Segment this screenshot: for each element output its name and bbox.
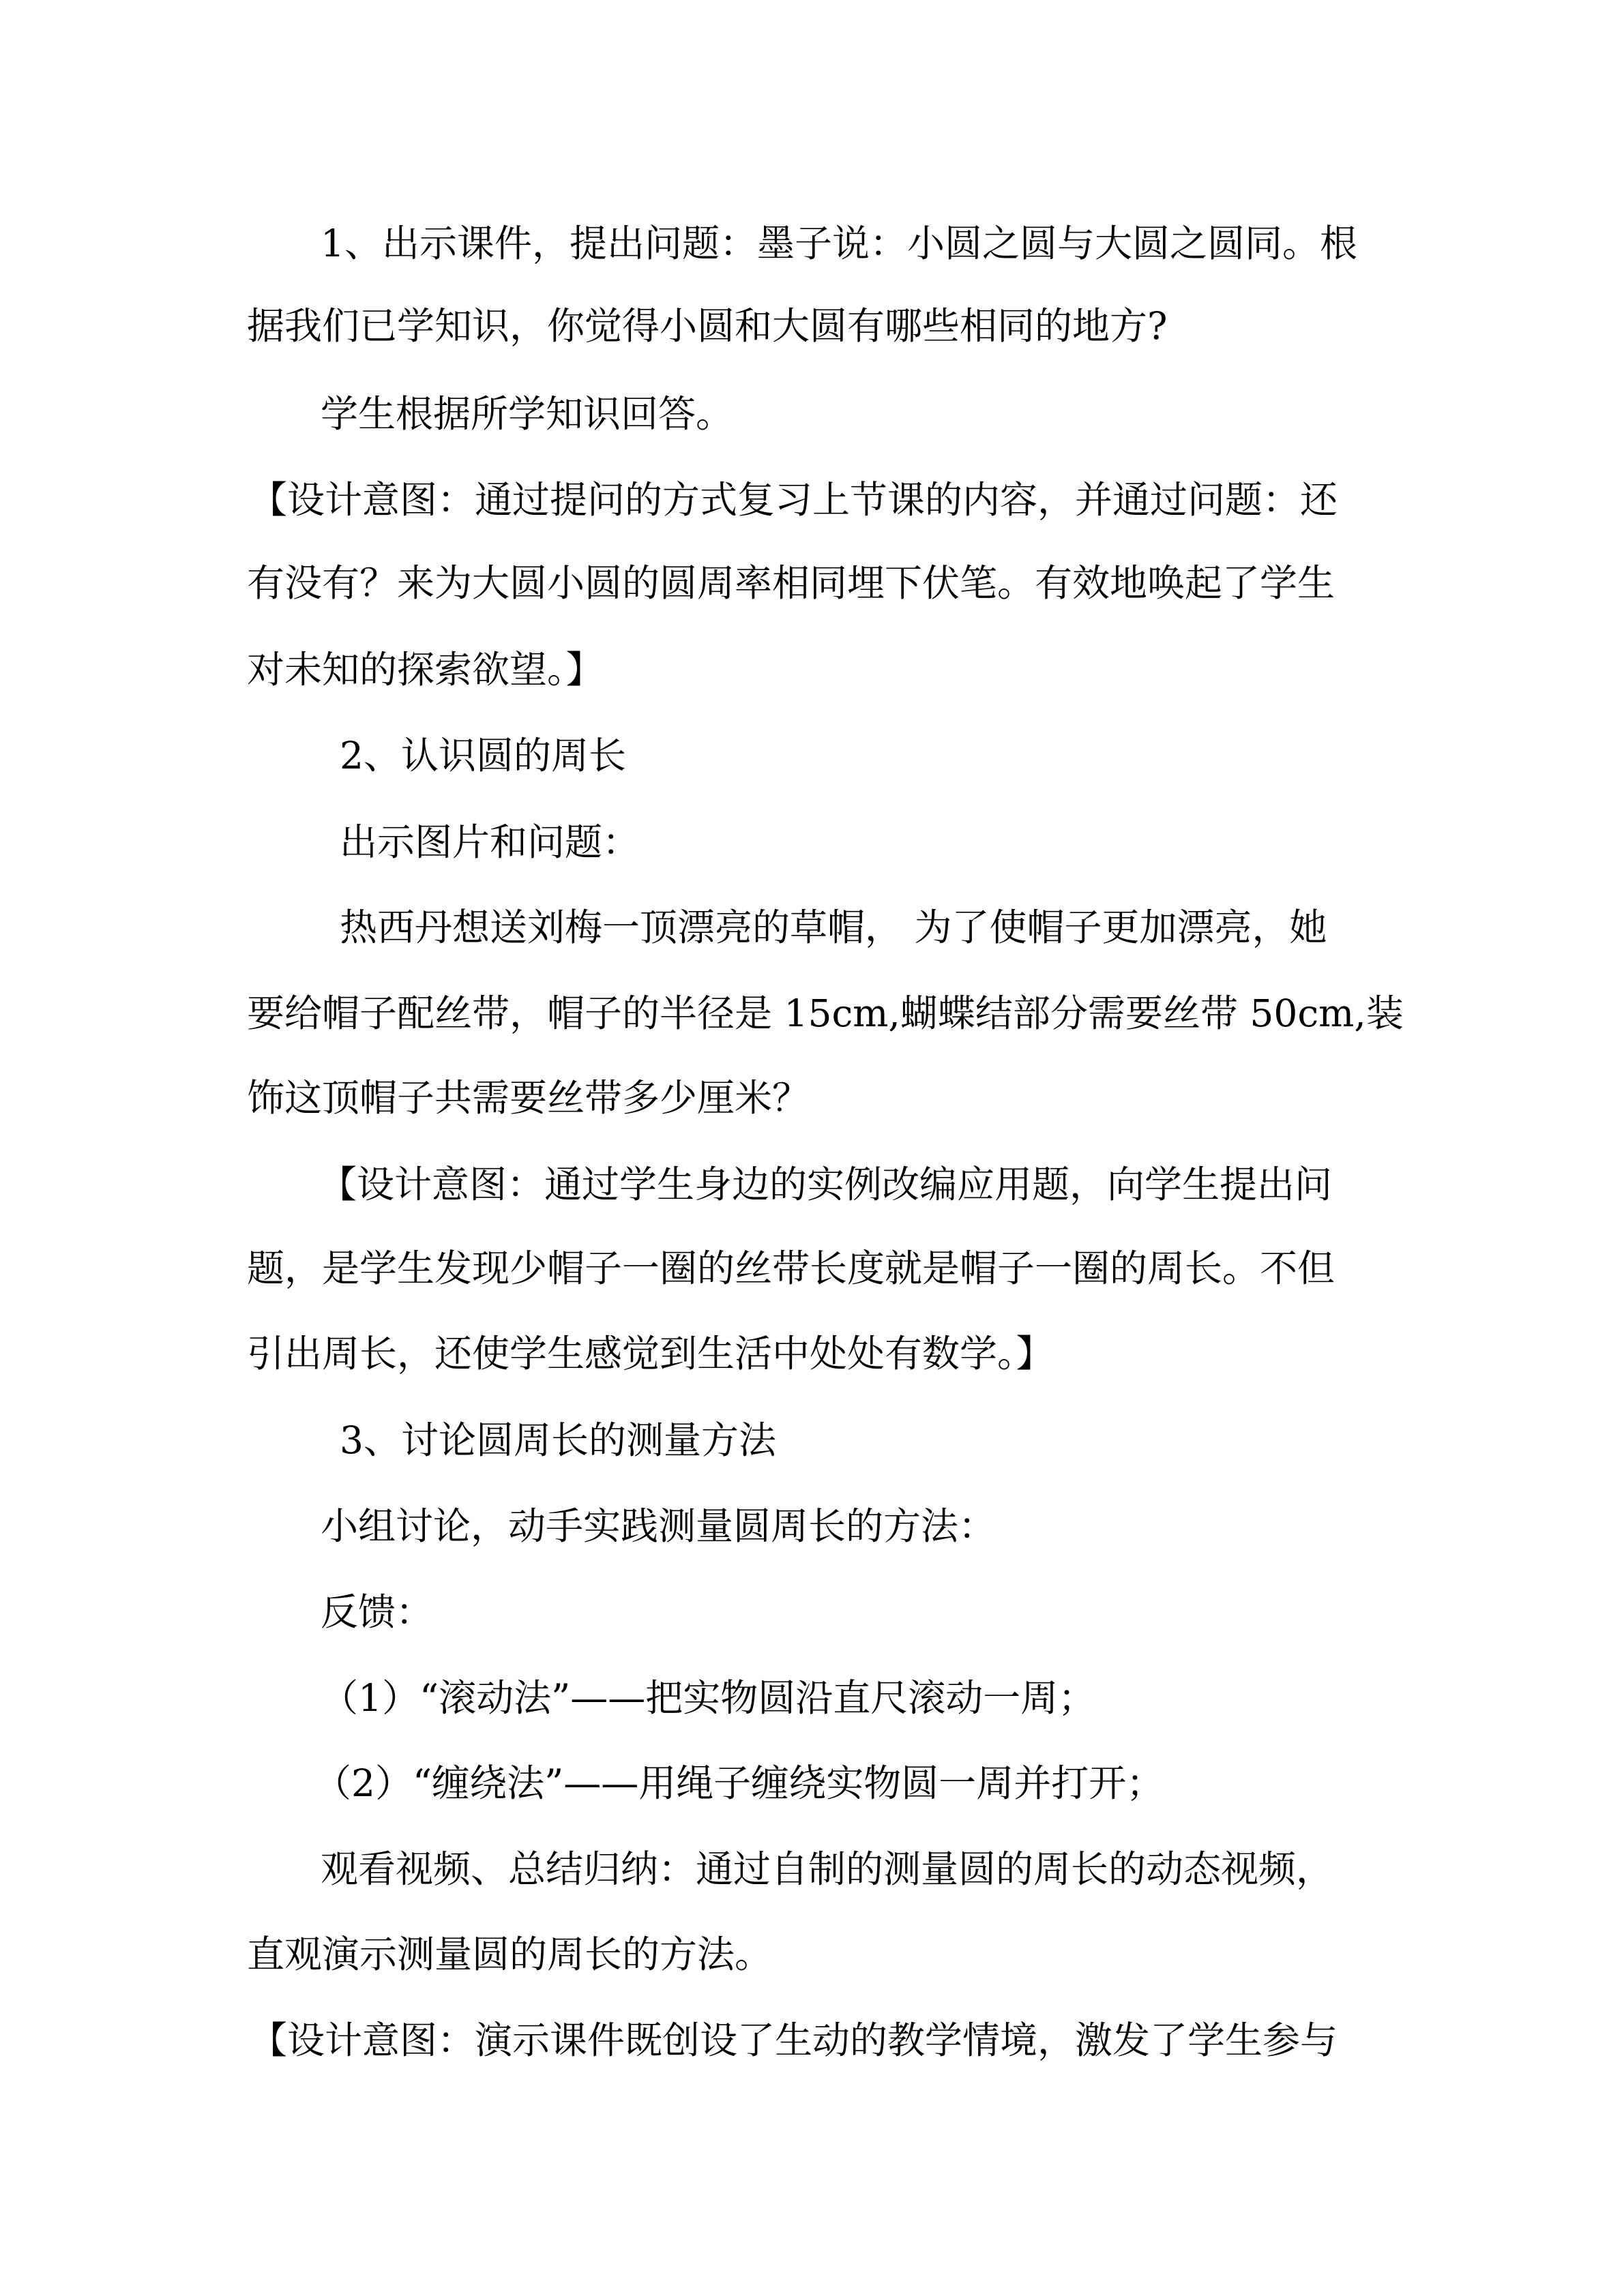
- paragraph-line: 题，是学生发现少帽子一圈的丝带长度就是帽子一圈的周长。不但: [247, 1247, 1335, 1290]
- paragraph-line: 引出周长，还使学生感觉到生活中处处有数学。】: [247, 1332, 1054, 1375]
- paragraph-line: 【设计意图：演示课件既创设了生动的教学情境，激发了学生参与: [250, 2018, 1338, 2062]
- paragraph-line: 有没有？来为大圆小圆的圆周率相同埋下伏笔。有效地唤起了学生: [247, 561, 1335, 605]
- paragraph-line: （2）“缠绕法”——用绳子缠绕实物圆一周并打开；: [314, 1761, 1164, 1805]
- paragraph-line: 小组讨论，动手实践测量圆周长的方法：: [321, 1504, 996, 1548]
- paragraph-line: 3、讨论圆周长的测量方法: [340, 1418, 776, 1462]
- paragraph-line: 学生根据所学知识回答。: [321, 392, 734, 436]
- paragraph-line: 要给帽子配丝带，帽子的半径是 15cm,蝴蝶结部分需要丝带 50cm,装: [247, 992, 1404, 1035]
- paragraph-line: 据我们已学知识，你觉得小圆和大圆有哪些相同的地方?: [247, 304, 1168, 348]
- paragraph-line: 直观演示测量圆的周长的方法。: [247, 1933, 773, 1976]
- paragraph-line: 出示图片和问题：: [340, 820, 640, 864]
- paragraph-line: 反馈：: [321, 1590, 434, 1634]
- paragraph-line: 对未知的探索欲望。】: [247, 648, 604, 691]
- paragraph-line: （1）“滚动法”——把实物圆沿直尺滚动一周；: [321, 1676, 1096, 1720]
- paragraph-line: 1、出示课件，提出问题：墨子说：小圆之圆与大圆之圆同。根: [321, 222, 1357, 265]
- paragraph-line: 饰这顶帽子共需要丝带多少厘米？: [247, 1076, 810, 1120]
- paragraph-line: 热西丹想送刘梅一顶漂亮的草帽， 为了使帽子更加漂亮，她: [340, 906, 1327, 949]
- paragraph-line: 观看视频、总结归纳：通过自制的测量圆的周长的动态视频，: [321, 1847, 1334, 1891]
- paragraph-line: 【设计意图：通过学生身边的实例改编应用题，向学生提出问: [319, 1163, 1333, 1206]
- paragraph-line: 2、认识圆的周长: [340, 734, 626, 777]
- paragraph-line: 【设计意图：通过提问的方式复习上节课的内容，并通过问题：还: [250, 478, 1338, 522]
